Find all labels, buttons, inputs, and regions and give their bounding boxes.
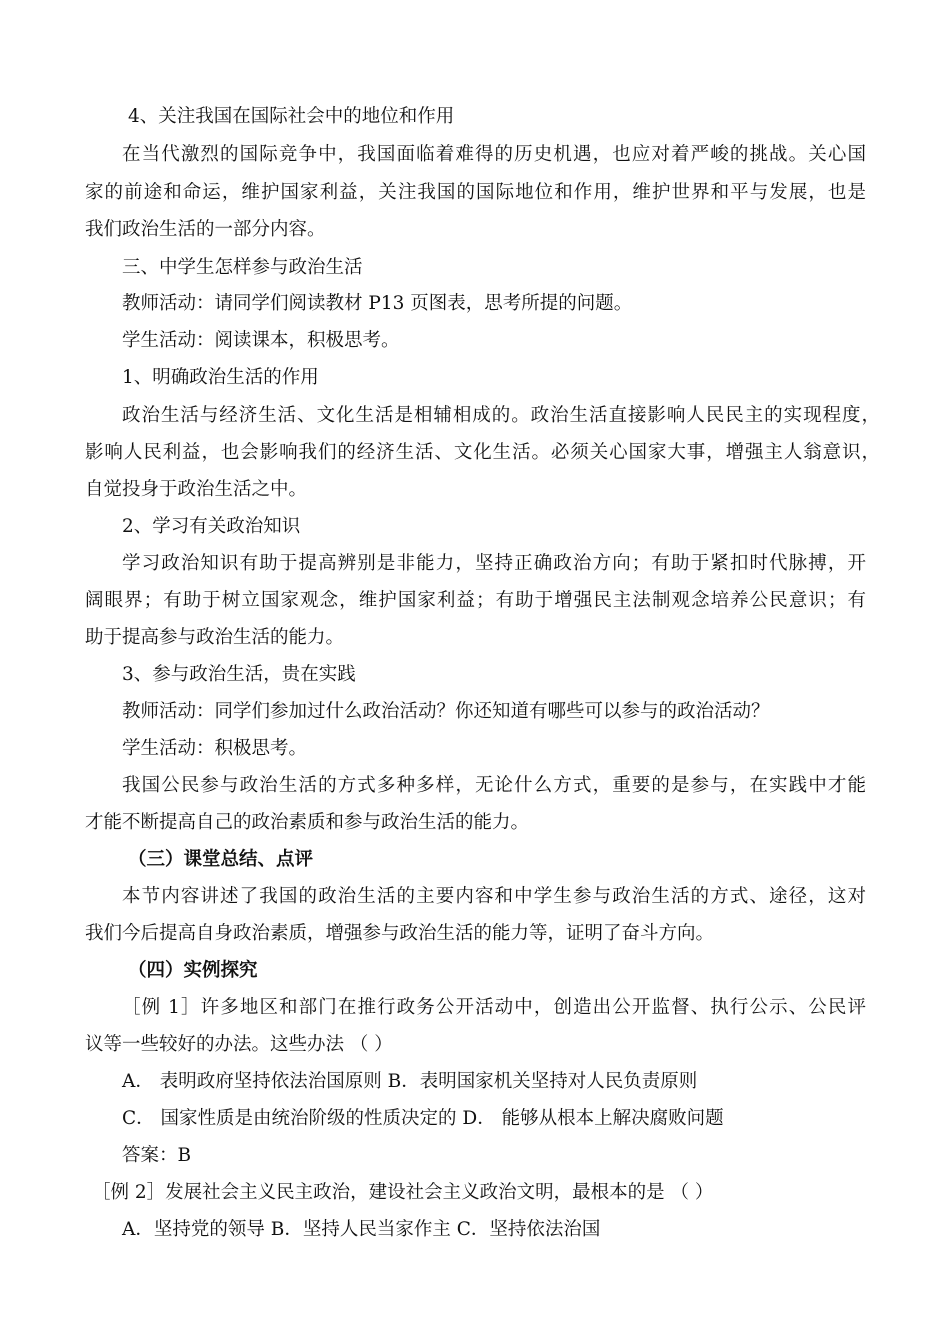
- example-2-options: A．坚持党的领导 B．坚持人民当家作主 C．坚持依法治国: [122, 1219, 601, 1240]
- paragraph-line: 我们政治生活的一部分内容。: [85, 219, 326, 240]
- example-1-question-cont: 议等一些较好的办法。这些办法 （ ）: [85, 1034, 393, 1055]
- subheading-role: 1、明确政治生活的作用: [122, 367, 319, 388]
- paragraph-line: 助于提高参与政治生活的能力。: [85, 627, 345, 648]
- paragraph-line: 本节内容讲述了我国的政治生活的主要内容和中学生参与政治生活的方式、途径，这对: [122, 886, 866, 907]
- example-1-question: ［例 1］许多地区和部门在推行政务公开活动中，创造出公开监督、执行公示、公民评: [122, 997, 866, 1018]
- student-activity-line: 学生活动：阅读课本，积极思考。: [122, 330, 400, 351]
- example-1-answer: 答案：B: [122, 1145, 192, 1166]
- example-1-options-ab: A． 表明政府坚持依法治国原则 B．表明国家机关坚持对人民负责原则: [122, 1071, 698, 1092]
- subheading-knowledge: 2、学习有关政治知识: [122, 516, 301, 537]
- paragraph-line: 阔眼界；有助于树立国家观念，维护国家利益；有助于增强民主法制观念培养公民意识；有: [85, 590, 866, 611]
- section-heading-examples: （四）实例探究: [128, 960, 258, 981]
- paragraph-line: 我国公民参与政治生活的方式多种多样，无论什么方式，重要的是参与，在实践中才能: [122, 775, 866, 796]
- paragraph-line: 影响人民利益，也会影响我们的经济生活、文化生活。必须关心国家大事，增强主人翁意识，: [85, 442, 880, 463]
- teacher-activity-line: 教师活动：同学们参加过什么政治活动？你还知道有哪些可以参与的政治活动？: [122, 701, 770, 722]
- section-heading-participation: 三、中学生怎样参与政治生活: [122, 257, 363, 278]
- example-1-options-cd: C． 国家性质是由统治阶级的性质决定的 D． 能够从根本上解决腐败问题: [122, 1108, 724, 1129]
- section-heading-summary: （三）课堂总结、点评: [128, 849, 314, 870]
- student-activity-line: 学生活动：积极思考。: [122, 738, 308, 759]
- paragraph-line: 学习政治知识有助于提高辨别是非能力，坚持正确政治方向；有助于紧扣时代脉搏，开: [122, 553, 866, 574]
- paragraph-line: 我们今后提高自身政治素质，增强参与政治生活的能力等，证明了奋斗方向。: [85, 923, 715, 944]
- teacher-activity-line: 教师活动：请同学们阅读教材 P13 页图表，思考所提的问题。: [122, 293, 633, 314]
- heading-international-status: 4、关注我国在国际社会中的地位和作用: [128, 106, 455, 127]
- subheading-practice: 3、参与政治生活，贵在实践: [122, 664, 356, 685]
- paragraph-line: 家的前途和命运，维护国家利益，关注我国的国际地位和作用，维护世界和平与发展，也是: [85, 182, 866, 203]
- example-2-question: ［例 2］发展社会主义民主政治，建设社会主义政治文明，最根本的是 （ ）: [92, 1182, 714, 1203]
- paragraph-line: 才能不断提高自己的政治素质和参与政治生活的能力。: [85, 812, 530, 833]
- paragraph-line: 自觉投身于政治生活之中。: [85, 479, 308, 500]
- paragraph-line: 政治生活与经济生活、文化生活是相辅相成的。政治生活直接影响人民民主的实现程度，: [122, 405, 880, 426]
- paragraph-line: 在当代激烈的国际竞争中，我国面临着难得的历史机遇，也应对着严峻的挑战。关心国: [122, 144, 866, 165]
